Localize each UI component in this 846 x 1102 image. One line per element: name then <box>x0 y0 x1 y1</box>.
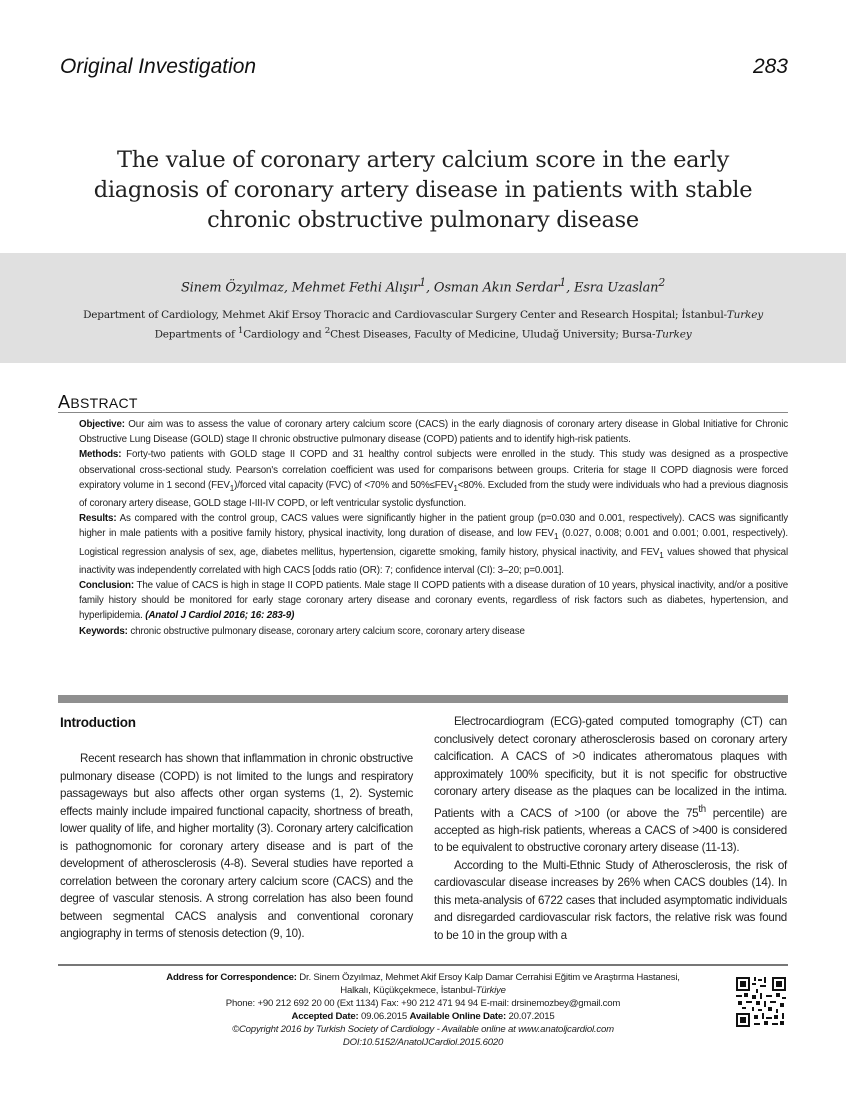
dates-line <box>80 1010 766 1023</box>
abstract-heading-cap: A <box>58 392 71 412</box>
author-3: Osman Akın Serdar <box>433 280 560 296</box>
page-number: 283 <box>752 55 788 78</box>
address-line-2 <box>80 984 766 997</box>
affiliation-2-text-b: Cardiology and <box>243 328 325 341</box>
section-label: Original Investigation <box>60 55 257 78</box>
methods-text-c: <80%. Excluded from the study were individuals who had a previous diagnosis of coronary artery disease, GOLD stage I-III-IV COPD, or left ventricular systolic dysfunction. <box>79 479 789 509</box>
results-text-b: (0.027, 0.008; 0.001 and 0.001; 0.001, respectively). Logistical regression analysis of sex, age, diabetes mellitus, hypertension, cigarette smoking, family history, physical inactivity, and FEV <box>79 528 788 558</box>
contact-line: Phone: +90 212 692 20 00 (Ext 1134) Fax: +90 212 471 94 94 E-mail: drsinemozbey@gmail.com <box>225 998 621 1009</box>
author-1: Sinem Özyılmaz, <box>180 280 292 296</box>
paragraph-text-b: percentile) are accepted as high-risk patients, whereas a CACS of >400 is considered to be equivalent to obstructive coronary artery disease (11-13). <box>434 806 787 855</box>
authors <box>0 276 846 295</box>
objective-label: Objective: <box>79 419 125 430</box>
online-date: 20.07.2015 <box>506 1011 555 1022</box>
author-4-affil: 2 <box>658 276 666 289</box>
results-text-a: As compared with the control group, CACS values were significantly higher in the patient group (p=0.030 and 0.001, respectively). CACS was significantly higher in male patients with a positive family history, physical inactivity, long duration of disease, and low FEV <box>79 513 788 540</box>
affiliation-1-country: Turkey <box>726 309 763 321</box>
keywords-text: chronic obstructive pulmonary disease, coronary artery calcium score, coronary artery disease <box>127 625 525 637</box>
paragraph-text-a: Electrocardiogram (ECG)-gated computed tomography (CT) can conclusively detect coronary atherosclerosis based on coronary artery calcification. A CACS of >0 indicates atheromatous plaques with approximately 100% specificity, but it is not specific for obstructive coronary artery disease as the plaques can be localized in the intima. Patients with a CACS of >100 (or above the 75 <box>434 715 787 820</box>
author-3-affil: 1 <box>559 276 567 289</box>
objective-text: Our aim was to assess the value of coronary artery calcium score (CACS) in the early diagnosis of coronary artery disease in Global Initiative for Chronic Obstructive Lung Disease (GOLD) stage II chronic obstructive pulmonary disease (COPD) patients and to identify high-risk patients. <box>79 419 788 446</box>
paragraph: Recent research has shown that inflammation in chronic obstructive pulmonary disease (COPD) is not limited to the lungs and respiratory passageways but also affects other organ systems (1, 2). Systemic effects mainly include impaired functional capacity, shortness of breath, lower quality of life, and higher mortality (3). Coronary artery calcification is pathognomonic for coronary artery disease and is part of the development of atherosclerosis (4-8). Several studies have reported a correlation between the coronary artery calcium score (CACS) and the degree of vascular stenosis. A strong correlation has also been found between segmental CACS analysis and conventional coronary angiography in terms of stenosis detection (9, 10). <box>60 752 413 940</box>
correspondence-footer <box>80 971 766 1049</box>
abstract-conclusion <box>79 578 788 624</box>
paragraph: According to the Multi-Ethnic Study of Atherosclerosis, the risk of cardiovascular disease increases by 26% when CACS doubles (14). In this meta-analysis of 6722 cases that included asymptomatic individuals and disregarded cardiovascular risk factors, the relative risk was found to be 10 in the group with a <box>434 858 787 942</box>
body-column-right <box>434 713 787 944</box>
affiliation-1 <box>0 309 846 321</box>
address-text: Dr. Sinem Özyılmaz, Mehmet Akif Ersoy Kalp Damar Cerrahisi Eğitim ve Araştırma Hastanesi, <box>296 972 680 983</box>
abstract-heading-rest: BSTRACT <box>70 395 138 411</box>
author-sep: , <box>425 280 434 296</box>
author-4: Esra Uzaslan <box>573 280 659 296</box>
online-label: Available Online Date: <box>409 1011 507 1022</box>
address-text-2: Halkalı, Küçükçekmece, İstanbul- <box>340 985 476 996</box>
affiliation-2-text-c: Chest Diseases, Faculty of Medicine, Uludağ University; Bursa- <box>330 328 656 341</box>
author-2: Mehmet Fethi Alışır <box>291 280 420 296</box>
address-label: Address for Correspondence: <box>166 972 297 983</box>
affiliation-2-country: Turkey <box>655 328 692 341</box>
methods-text-b: )/forced vital capacity (FVC) of <70% and 50%≤FEV <box>234 479 454 491</box>
abstract-keywords <box>79 624 788 639</box>
superscript: th <box>698 803 706 815</box>
footer-rule <box>58 964 788 966</box>
methods-sub-1: 1 <box>229 483 235 493</box>
conclusion-text: The value of CACS is high in stage II COPD patients. Male stage II COPD patients with a disease duration of 10 years, physical inactivity, and/or a positive family history should be monitored for early stage coronary artery disease and coronary events, regardless of risk factors such as diabetes, hypertension, and hyperlipidemia. <box>79 579 788 622</box>
qr-code-icon <box>736 977 786 1027</box>
affiliation-sup-2: 2 <box>324 326 331 336</box>
author-2-affil: 1 <box>419 276 426 289</box>
paragraph <box>434 713 787 857</box>
abstract-results <box>79 511 788 578</box>
affiliation-sup-1: 1 <box>237 326 244 336</box>
citation: (Anatol J Cardiol 2016; 16: 283-9) <box>145 610 295 622</box>
results-label: Results: <box>79 513 117 525</box>
abstract-objective <box>79 417 788 447</box>
affiliation-1-text: Department of Cardiology, Mehmet Akif Ersoy Thoracic and Cardiovascular Surgery Center and Research Hospital; İstanbul- <box>83 309 727 321</box>
abstract-rule <box>58 412 788 413</box>
abstract-body <box>79 417 788 639</box>
affiliation-2-text-a: Departments of <box>154 328 238 341</box>
abstract-methods <box>79 447 788 511</box>
abstract-heading <box>58 392 138 413</box>
author-sep: , <box>566 280 574 296</box>
affiliation-2 <box>0 326 846 341</box>
address-line-1 <box>80 971 766 984</box>
methods-sub-2: 1 <box>453 483 458 493</box>
doi-line: DOI:10.5152/AnatolJCardiol.2015.6020 <box>342 1037 504 1048</box>
body-column-left <box>60 713 413 943</box>
section-divider <box>58 695 788 703</box>
accepted-label: Accepted Date: <box>291 1011 359 1022</box>
address-country: Türkiye <box>475 985 506 996</box>
copyright-line: ©Copyright 2016 by Turkish Society of Cardiology - Available online at www.anatoljcardiol.com <box>232 1024 614 1035</box>
author-box <box>0 253 846 363</box>
results-sub-2: 1 <box>659 550 664 560</box>
conclusion-label: Conclusion: <box>79 579 134 591</box>
methods-label: Methods: <box>79 449 122 461</box>
results-text-c: values showed that physical inactivity was independently correlated with high CACS [odds ratio (OR): 7; confidence interval (CI): 3–20; p=0.001]. <box>79 546 788 576</box>
keywords-label: Keywords: <box>79 625 128 637</box>
introduction-heading: Introduction <box>60 715 136 730</box>
accepted-date: 09.06.2015 <box>358 1011 410 1022</box>
methods-text-a: Forty-two patients with GOLD stage II COPD and 31 healthy control subjects were enrolled in the study. This study was designed as a prospective observational cross-sectional study. Pearson's correlation coefficient was used for comparisons between groups. Criteria for stage II COPD diagnosis were forced expiratory volume in 1 second (FEV <box>79 449 788 491</box>
article-title: The value of coronary artery calcium score in the early diagnosis of coronary artery disease in patients with stable chronic obstructive pulmonary disease <box>93 147 753 233</box>
results-sub-1: 1 <box>553 532 559 542</box>
